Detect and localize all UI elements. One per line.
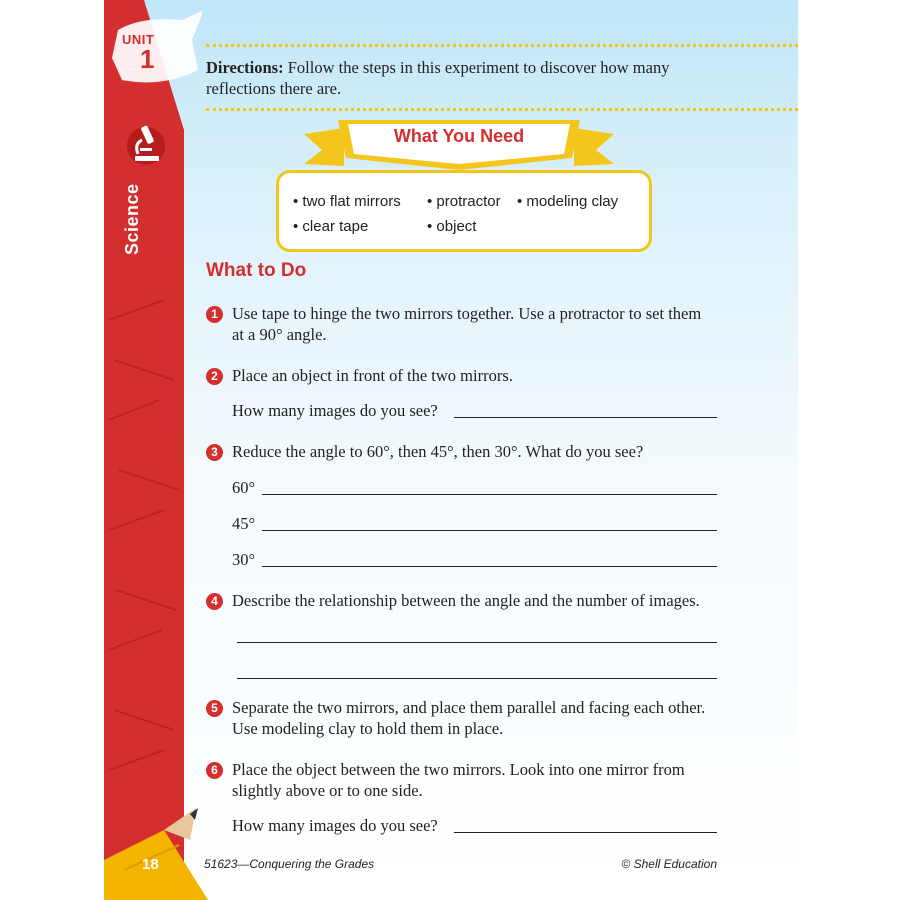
answer-line[interactable] <box>237 678 717 679</box>
worksheet-page <box>104 0 798 900</box>
section-heading: What to Do <box>206 260 307 281</box>
question-label: How many images do you see? <box>232 816 438 835</box>
step-number: 2 <box>206 368 223 385</box>
answer-line[interactable] <box>262 494 717 495</box>
step-text: Place an object in front of the two mirrors. <box>232 366 513 385</box>
material-item: • clear tape <box>293 218 369 235</box>
dotted-divider <box>206 44 798 47</box>
step-number: 5 <box>206 700 223 717</box>
question-label: How many images do you see? <box>232 401 438 420</box>
step-number: 1 <box>206 306 223 323</box>
step-number: 6 <box>206 762 223 779</box>
angle-label: 30° <box>232 550 256 569</box>
dotted-divider <box>206 108 798 111</box>
material-item: • object <box>427 218 477 235</box>
subject-label: Science <box>122 183 142 255</box>
directions-text <box>206 57 726 99</box>
directions-label: Directions: <box>206 58 284 77</box>
materials-box <box>276 170 652 252</box>
unit-number: 1 <box>140 44 155 74</box>
step-text: Separate the two mirrors, and place them parallel and facing each other. Use modeling clay to hold them in place. <box>232 698 706 738</box>
footer-left: 51623—Conquering the Grades <box>204 857 375 871</box>
answer-line[interactable] <box>262 566 717 567</box>
material-item: • modeling clay <box>517 193 619 210</box>
materials-title: What You Need <box>393 126 525 146</box>
answer-line[interactable] <box>262 530 717 531</box>
step-text: Use tape to hinge the two mirrors together. Use a protractor to set them at a 90° angle. <box>232 304 702 344</box>
unit-label: UNIT <box>122 32 155 47</box>
pencil-icon <box>104 800 208 900</box>
answer-line[interactable] <box>454 832 717 833</box>
directions-body: Follow the steps in this experiment to discover how many reflections there are. <box>206 58 670 98</box>
step-number: 4 <box>206 593 223 610</box>
microscope-icon <box>126 120 166 170</box>
step-text: Describe the relationship between the angle and the number of images. <box>232 591 700 610</box>
answer-line[interactable] <box>454 417 717 418</box>
step-text: Place the object between the two mirrors. Look into one mirror from slightly above or to one side. <box>232 760 685 800</box>
step-text: Reduce the angle to 60°, then 45°, then 30°. What do you see? <box>232 442 644 461</box>
material-item: • two flat mirrors <box>293 193 401 210</box>
page-number: 18 <box>142 856 159 873</box>
answer-line[interactable] <box>237 642 717 643</box>
angle-label: 60° <box>232 478 256 497</box>
unit-badge-icon <box>112 10 202 90</box>
material-item: • protractor <box>427 193 501 210</box>
angle-label: 45° <box>232 514 256 533</box>
step-number: 3 <box>206 444 223 461</box>
footer-right: © Shell Education <box>621 857 717 871</box>
